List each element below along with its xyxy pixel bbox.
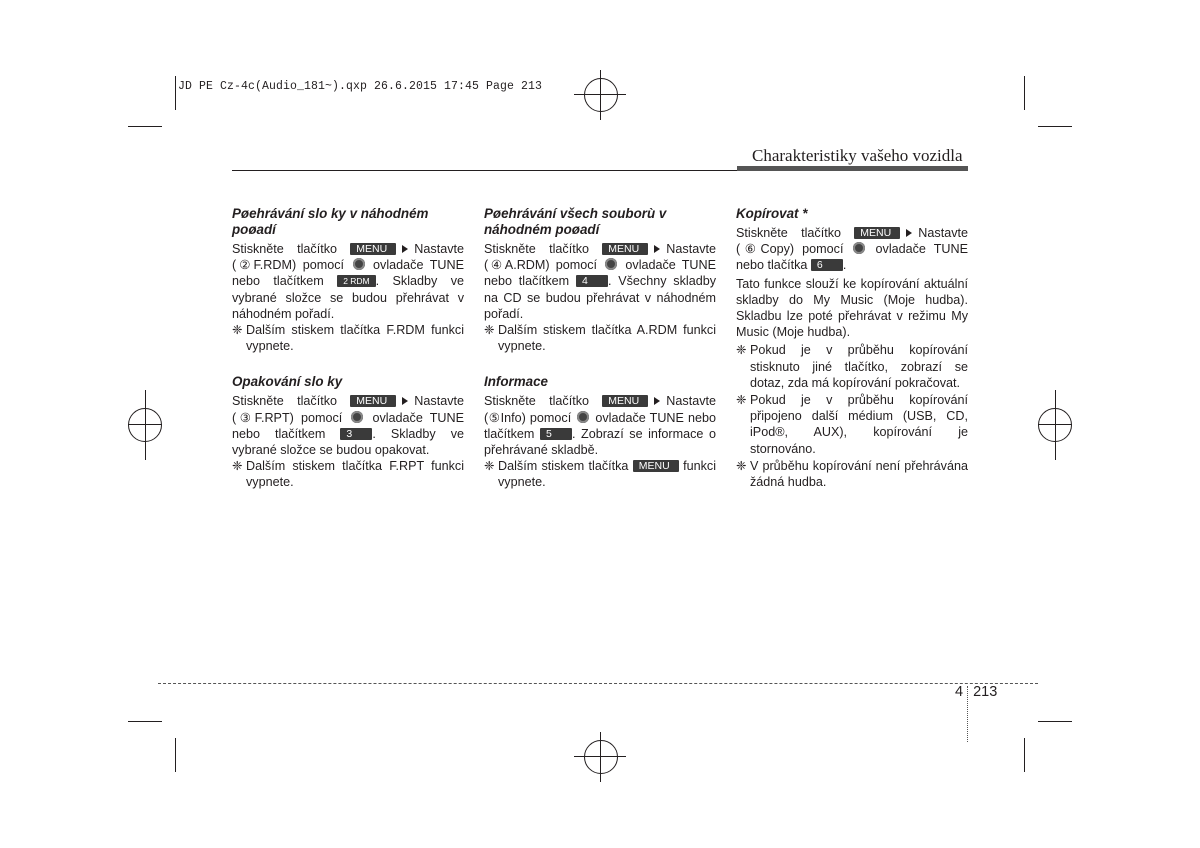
page-number: [955, 684, 997, 700]
key-2-rdm-icon: 2 RDM: [337, 275, 375, 287]
chapter-number: 4: [955, 684, 964, 700]
note: [232, 322, 464, 354]
registration-mark-v: [600, 70, 601, 120]
column-2: [484, 206, 716, 491]
tune-knob-icon: [351, 411, 363, 423]
section-heading: Kopírovat *: [736, 206, 808, 221]
crop-mark: [128, 721, 162, 722]
menu-key-icon: MENU: [633, 460, 679, 472]
note: [484, 458, 716, 490]
note-text: Dalším stiskem tlačítka F.RDM funkci vypnete.: [246, 323, 464, 354]
text: Stiskněte tlačítko: [484, 242, 589, 256]
column-1: [232, 206, 464, 491]
note-mark-icon: ❈: [484, 459, 495, 474]
text: Stiskněte tlačítko: [736, 226, 841, 240]
crop-mark: [1024, 76, 1025, 110]
section-heading: Pøehrávání všech souborù v náhodném poøadí: [484, 206, 667, 237]
text: . Zobrazí se informace o přehrávané skladbě.: [484, 426, 716, 458]
note-mark-icon: ❈: [484, 323, 495, 338]
note-text: Dalším stiskem tlačítka: [498, 459, 629, 474]
key-4-icon: 4: [576, 275, 608, 287]
arrow-right-icon: [654, 245, 660, 253]
text: Nastavte (④A.RDM) pomocí: [484, 242, 716, 273]
crop-mark: [1038, 126, 1072, 127]
text: ovladače TUNE nebo tlačítkem: [484, 258, 717, 289]
note-mark-icon: ❈: [736, 393, 747, 408]
text: Stiskněte tlačítko: [484, 394, 589, 409]
section-heading: Informace: [484, 374, 548, 390]
registration-mark-v: [600, 732, 601, 782]
section-heading: Opakování slo ky: [232, 374, 343, 390]
menu-key-icon: MENU: [350, 395, 396, 407]
menu-key-icon: MENU: [602, 243, 648, 255]
text: Stiskněte tlačítko: [232, 242, 337, 256]
text: Nastavte (⑤Info) pomocí: [484, 394, 716, 425]
paragraph: [736, 225, 968, 274]
note-text: Dalším stiskem tlačítka A.RDM funkci vypnete.: [498, 323, 716, 354]
text: ovladače TUNE nebo tlačítkem: [232, 258, 465, 289]
arrow-right-icon: [402, 245, 408, 253]
paragraph: [484, 241, 716, 322]
key-6-icon: 6: [811, 259, 843, 271]
text: . Skladby ve vybrané složce se budou přehrávat v náhodném pořadí.: [232, 274, 465, 321]
text: Nastavte (②F.RDM) pomocí: [232, 242, 464, 273]
section-heading: Pøehrávání slo ky v náhodném poøadí: [232, 206, 429, 237]
note-text: funkci vypnete.: [498, 459, 717, 490]
note: [484, 322, 716, 354]
text: ovladače TUNE nebo tlačítka: [736, 242, 969, 273]
note-text: Pokud je v průběhu kopírování stisknuto jiné tlačítko, zobrazí se dotaz, zda má kopírování pokračovat.: [750, 343, 968, 390]
menu-key-icon: MENU: [602, 395, 648, 407]
tune-knob-icon: [605, 258, 617, 270]
file-info-line: JD PE Cz-4c(Audio_181~).qxp 26.6.2015 17:45 Page 213: [178, 80, 543, 93]
menu-key-icon: MENU: [350, 243, 396, 255]
note-text: V průběhu kopírování není přehrávána žádná hudba.: [750, 458, 968, 490]
paragraph: [484, 393, 716, 458]
footer-rule: [158, 683, 1038, 684]
registration-mark-v: [1055, 390, 1056, 460]
note-mark-icon: ❈: [736, 458, 747, 473]
text: .: [842, 258, 847, 273]
registration-mark-v: [145, 390, 146, 460]
paragraph: [232, 393, 464, 458]
arrow-right-icon: [654, 397, 660, 405]
note-text: Pokud je v průběhu kopírování připojeno další médium (USB, CD, iPod®, AUX), kopírování je stornováno.: [750, 393, 968, 456]
note-mark-icon: ❈: [736, 343, 747, 358]
crop-mark: [175, 76, 176, 110]
registration-mark: [584, 78, 618, 112]
crop-mark: [128, 126, 162, 127]
text: . Všechny skladby na CD se budou přehrávat v náhodném pořadí.: [484, 274, 717, 321]
arrow-right-icon: [906, 229, 912, 237]
text: ovladače TUNE nebo tlačítkem: [232, 410, 464, 441]
text: ovladače TUNE nebo tlačítkem: [484, 410, 717, 441]
key-3-icon: 3: [340, 428, 372, 440]
header-rule-bar: [737, 166, 968, 171]
menu-key-icon: MENU: [854, 227, 900, 239]
column-3: [736, 206, 968, 490]
crop-mark: [175, 738, 176, 772]
section-title: Charakteristiky vašeho vozidla: [752, 146, 963, 165]
note-mark-icon: ❈: [232, 323, 243, 338]
paragraph: [232, 241, 464, 322]
tune-knob-icon: [853, 242, 865, 254]
registration-mark: [584, 740, 618, 774]
crop-mark: [1038, 721, 1072, 722]
tune-knob-icon: [577, 411, 589, 423]
key-5-icon: 5: [540, 428, 572, 440]
arrow-right-icon: [402, 397, 408, 405]
text: Nastavte (③F.RPT) pomocí: [232, 394, 464, 425]
note: [736, 342, 968, 391]
note: [736, 458, 968, 490]
text: . Skladby ve vybrané složce se budou opakovat.: [232, 426, 464, 458]
note: [736, 392, 968, 457]
page-number-value: 213: [973, 684, 998, 700]
text: Stiskněte tlačítko: [232, 394, 337, 409]
note: [232, 458, 464, 490]
note-text: Dalším stiskem tlačítka F.RPT funkci vypnete.: [246, 459, 464, 490]
paragraph: Tato funkce slouží ke kopírování aktuální skladby do My Music (Moje hudba). Skladbu lze poté přehrávat v režimu My Music (Moje hudba).: [736, 276, 968, 340]
note-mark-icon: ❈: [232, 459, 243, 474]
text: Nastavte (⑥Copy) pomocí: [736, 226, 968, 257]
tune-knob-icon: [353, 258, 365, 270]
crop-mark: [1024, 738, 1025, 772]
